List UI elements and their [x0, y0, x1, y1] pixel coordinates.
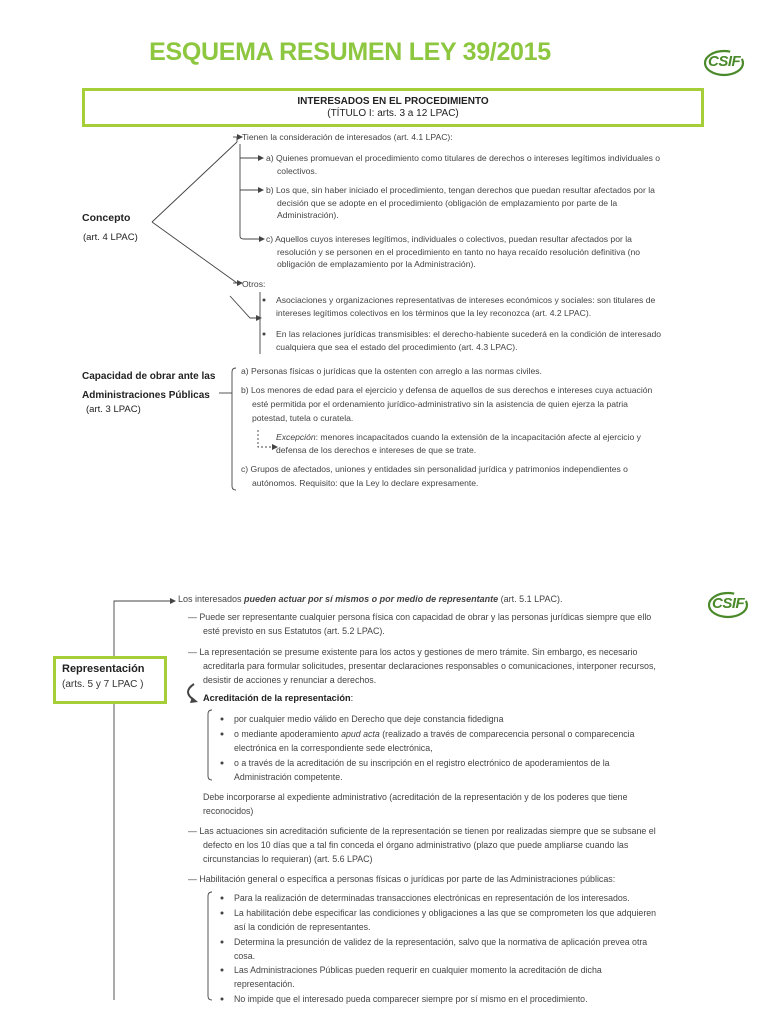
rep-paragraph-2: — La representación se presume existente para los actos y gestiones de mero trámite. Sin embargo, es necesario acreditarla para formular solicitudes, presentar declaraciones responsables o comunicaciones, interponer recursos, desistir de acciones y renunciar a derechos. — [188, 647, 656, 685]
habilitacion-item-5: No impide que el interesado pueda comparecer siempre por sí mismo en el procedimiento. — [234, 994, 588, 1004]
representacion-label: Representación — [62, 663, 145, 675]
otros-item-2: En las relaciones jurídicas transmisibles: el derecho-habiente sucederá en la condición de interesado cualquiera que sea el estado del procedimiento (art. 4.3 LPAC). — [276, 329, 662, 352]
section-heading: INTERESADOS EN EL PROCEDIMIENTO — [297, 96, 489, 107]
habilitacion-item-3: Determina la presunción de validez de la representación, salvo que la normativa de aplicación prevea otra cosa. — [234, 937, 648, 961]
capacidad-item-b: b) Los menores de edad para el ejercicio y defensa de aquellos de sus derechos e intereses cuya actuación esté permitida por el ordenamiento jurídico-administrativo sin la asistencia de quien ejerza la patria potestad, tutela o curatela. — [241, 385, 653, 423]
representacion-intro: Los interesados pueden actuar por sí mismos o por medio de representante (art. 5.1 LPAC). — [178, 594, 563, 604]
habilitacion-item-1: Para la realización de determinadas transacciones electrónicas en representación de los interesados. — [234, 893, 630, 903]
habilitacion-item-2: La habilitación debe especificar las condiciones y obligaciones a las que se comprometen los que adquieren así la condición de representantes. — [234, 908, 657, 932]
acreditacion-item-2: o mediante apoderamiento apud acta (realizado a través de comparecencia personal o comparecencia electrónica en la correspondiente sede electrónica, — [234, 729, 635, 753]
concepto-ref: (art. 4 LPAC) — [83, 232, 138, 243]
acreditacion-item-1: por cualquier medio válido en Derecho que deje constancia fidedigna — [234, 714, 504, 724]
section-header — [82, 88, 704, 127]
csif-logo-2: CSIF — [704, 590, 750, 620]
representacion-box — [53, 656, 167, 704]
otros-label: Otros: — [242, 279, 266, 289]
capacidad-label: Capacidad de obrar ante las Administraciones Públicas — [82, 371, 216, 401]
habilitacion-item-4: Las Administraciones Públicas pueden requerir en cualquier momento la acreditación de dicha representación. — [234, 965, 602, 989]
capacidad-ref: (art. 3 LPAC) — [86, 404, 141, 415]
acreditacion-title: Acreditación de la representación: — [203, 693, 354, 703]
capacidad-excepcion: Excepción: menores incapacitados cuando la extensión de la incapacitación afecte al ejercicio y defensa de los derechos e intereses de que se trate. — [276, 432, 641, 455]
section-subheading: (TÍTULO I: arts. 3 a 12 LPAC) — [327, 108, 459, 119]
concepto-item-b: b) Los que, sin haber iniciado el procedimiento, tengan derechos que puedan resultar afectados por la decisión que se adopte en el procedimiento (obligación de emplazamiento por parte de la Administración). — [266, 185, 655, 221]
concepto-item-a: a) Quienes promuevan el procedimiento como titulares de derechos o intereses legítimos individuales o colectivos. — [266, 153, 661, 176]
concepto-item-c: c) Aquellos cuyos intereses legítimos, individuales o colectivos, puedan resultar afectados por la resolución y se personen en el procedimiento en tanto no haya recaído resolución definitiva (no obligación de emplazamiento por la Administración). — [266, 234, 641, 270]
capacidad-item-c: c) Grupos de afectados, uniones y entidades sin personalidad jurídica y patrimonios independientes o autónomos. Requisito: que la Ley lo declare expresamente. — [241, 464, 628, 488]
concepto-intro: Tienen la consideración de interesados (art. 4.1 LPAC): — [242, 132, 453, 142]
otros-item-1: Asociaciones y organizaciones representativas de intereses económicos y sociales: son titulares de intereses legítimos colectivos en los términos que la ley reconozca (art. 4.2 LPAC). — [276, 295, 656, 318]
rep-paragraph-1: — Puede ser representante cualquier persona física con capacidad de obrar y las personas jurídicas siempre que ello esté previsto en sus Estatutos (art. 5.2 LPAC). — [188, 612, 652, 636]
representacion-ref: (arts. 5 y 7 LPAC ) — [62, 679, 144, 690]
csif-logo: CSIF — [700, 48, 746, 78]
page-title: ESQUEMA RESUMEN LEY 39/2015 — [149, 38, 551, 66]
incorporar-note: Debe incorporarse al expediente administrativo (acreditación de la representación y de los poderes que tiene reconocidos) — [203, 792, 628, 816]
concepto-label: Concepto — [82, 212, 131, 224]
rep-paragraph-3: — Las actuaciones sin acreditación suficiente de la representación se tienen por realizadas siempre que se subsane el defecto en los 10 días que a tal fin conceda el órgano administrativo (plazo que puede ampliarse cuando las circunstancias lo requieran) (art. 5.6 LPAC) — [188, 826, 656, 864]
rep-paragraph-4: — Habilitación general o específica a personas físicas o jurídicas por parte de las Administraciones públicas: — [188, 874, 616, 884]
capacidad-item-a: a) Personas físicas o jurídicas que la ostenten con arreglo a las normas civiles. — [241, 366, 542, 376]
acreditacion-item-3: o a través de la acreditación de su inscripción en el registro electrónico de apoderamientos de la Administración competente. — [234, 758, 610, 782]
